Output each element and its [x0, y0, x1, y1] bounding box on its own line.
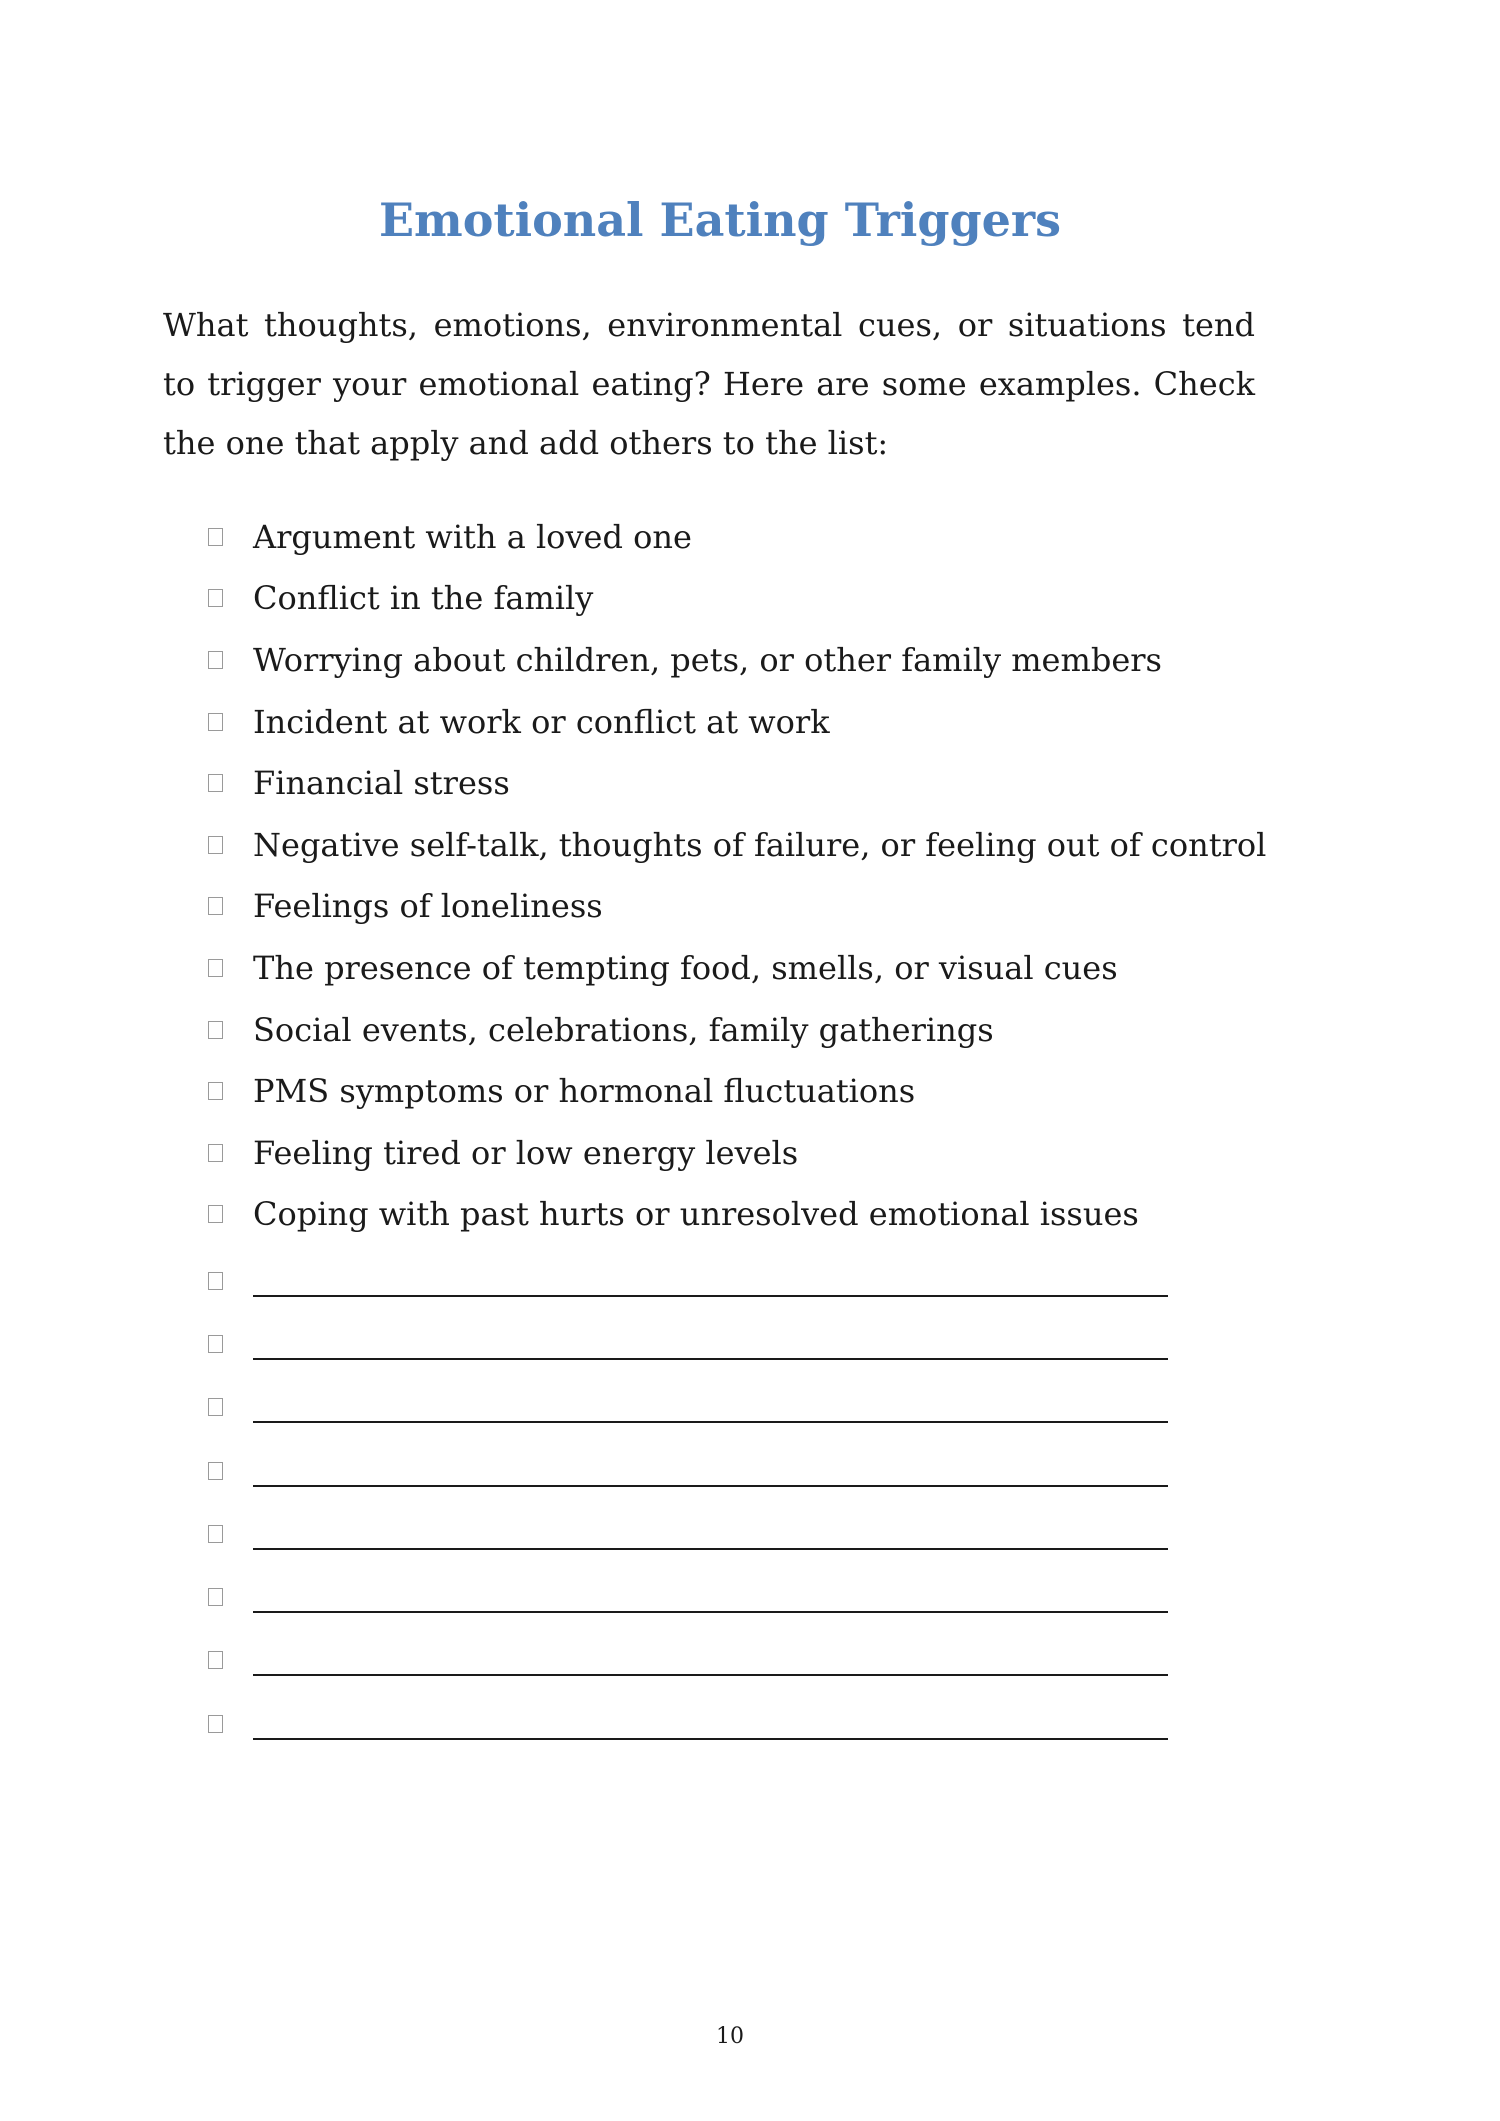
checkbox[interactable] [208, 1715, 223, 1733]
checkbox[interactable] [208, 713, 223, 731]
blank-entry-line[interactable] [253, 1712, 1168, 1740]
checkbox[interactable] [208, 774, 223, 792]
checklist-item [208, 1122, 1266, 1184]
checklist-item [208, 629, 1266, 691]
blank-entry-line[interactable] [253, 1522, 1168, 1550]
blank-entry-row [208, 1312, 1168, 1375]
page-title: Emotional Eating Triggers [378, 193, 1062, 247]
blank-entry-list [208, 1249, 1168, 1755]
checklist-item [208, 1184, 1266, 1246]
intro-paragraph: What thoughts, emotions, environmental cues, or situations tend to trigger your emotional eating? Here are some examples. Check the one that apply and add others to the list: [163, 306, 1255, 462]
blank-entry-row [208, 1502, 1168, 1565]
checkbox[interactable] [208, 897, 223, 915]
checklist-item [208, 876, 1266, 938]
checklist-item [208, 937, 1266, 999]
checkbox[interactable] [208, 959, 223, 977]
checklist-item-label: Worrying about children, pets, or other family members [253, 640, 1162, 679]
checklist-item [208, 1060, 1266, 1122]
checklist-item-label: Conflict in the family [253, 579, 594, 618]
checkbox[interactable] [208, 1651, 223, 1669]
blank-entry-line[interactable] [253, 1459, 1168, 1487]
checklist-item-label: The presence of tempting food, smells, or visual cues [253, 948, 1118, 987]
checkbox[interactable] [208, 1525, 223, 1543]
checkbox[interactable] [208, 651, 223, 669]
checklist-item-label: Coping with past hurts or unresolved emotional issues [253, 1195, 1139, 1234]
checklist-item-label: Social events, celebrations, family gatherings [253, 1010, 994, 1049]
checklist-item [208, 691, 1266, 753]
checkbox[interactable] [208, 1021, 223, 1039]
checkbox[interactable] [208, 528, 223, 546]
blank-entry-line[interactable] [253, 1269, 1168, 1297]
blank-entry-row [208, 1376, 1168, 1439]
checkbox[interactable] [208, 1082, 223, 1100]
checklist-item-label: Feeling tired or low energy levels [253, 1133, 799, 1172]
checkbox[interactable] [208, 1272, 223, 1290]
checklist-item [208, 568, 1266, 630]
checkbox[interactable] [208, 1144, 223, 1162]
blank-entry-row [208, 1565, 1168, 1628]
checklist-item [208, 506, 1266, 568]
trigger-checklist [208, 506, 1266, 1245]
blank-entry-line[interactable] [253, 1648, 1168, 1676]
blank-entry-line[interactable] [253, 1332, 1168, 1360]
checklist-item [208, 752, 1266, 814]
blank-entry-row [208, 1249, 1168, 1312]
checkbox[interactable] [208, 836, 223, 854]
checkbox[interactable] [208, 1335, 223, 1353]
checkbox[interactable] [208, 1588, 223, 1606]
checkbox[interactable] [208, 1462, 223, 1480]
checklist-item-label: Incident at work or conflict at work [253, 702, 830, 741]
checkbox[interactable] [208, 1205, 223, 1223]
checklist-item-label: PMS symptoms or hormonal fluctuations [253, 1072, 916, 1111]
blank-entry-row [208, 1629, 1168, 1692]
checklist-item-label: Feelings of loneliness [253, 887, 603, 926]
page-number: 10 [716, 2024, 744, 2049]
checklist-item-label: Negative self-talk, thoughts of failure, or feeling out of control [253, 825, 1267, 864]
blank-entry-row [208, 1439, 1168, 1502]
checklist-item-label: Financial stress [253, 764, 510, 803]
blank-entry-line[interactable] [253, 1585, 1168, 1613]
checklist-item [208, 999, 1266, 1061]
checklist-item-label: Argument with a loved one [253, 517, 692, 556]
checkbox[interactable] [208, 1398, 223, 1416]
checkbox[interactable] [208, 589, 223, 607]
checklist-item [208, 814, 1266, 876]
blank-entry-row [208, 1692, 1168, 1755]
blank-entry-line[interactable] [253, 1395, 1168, 1423]
